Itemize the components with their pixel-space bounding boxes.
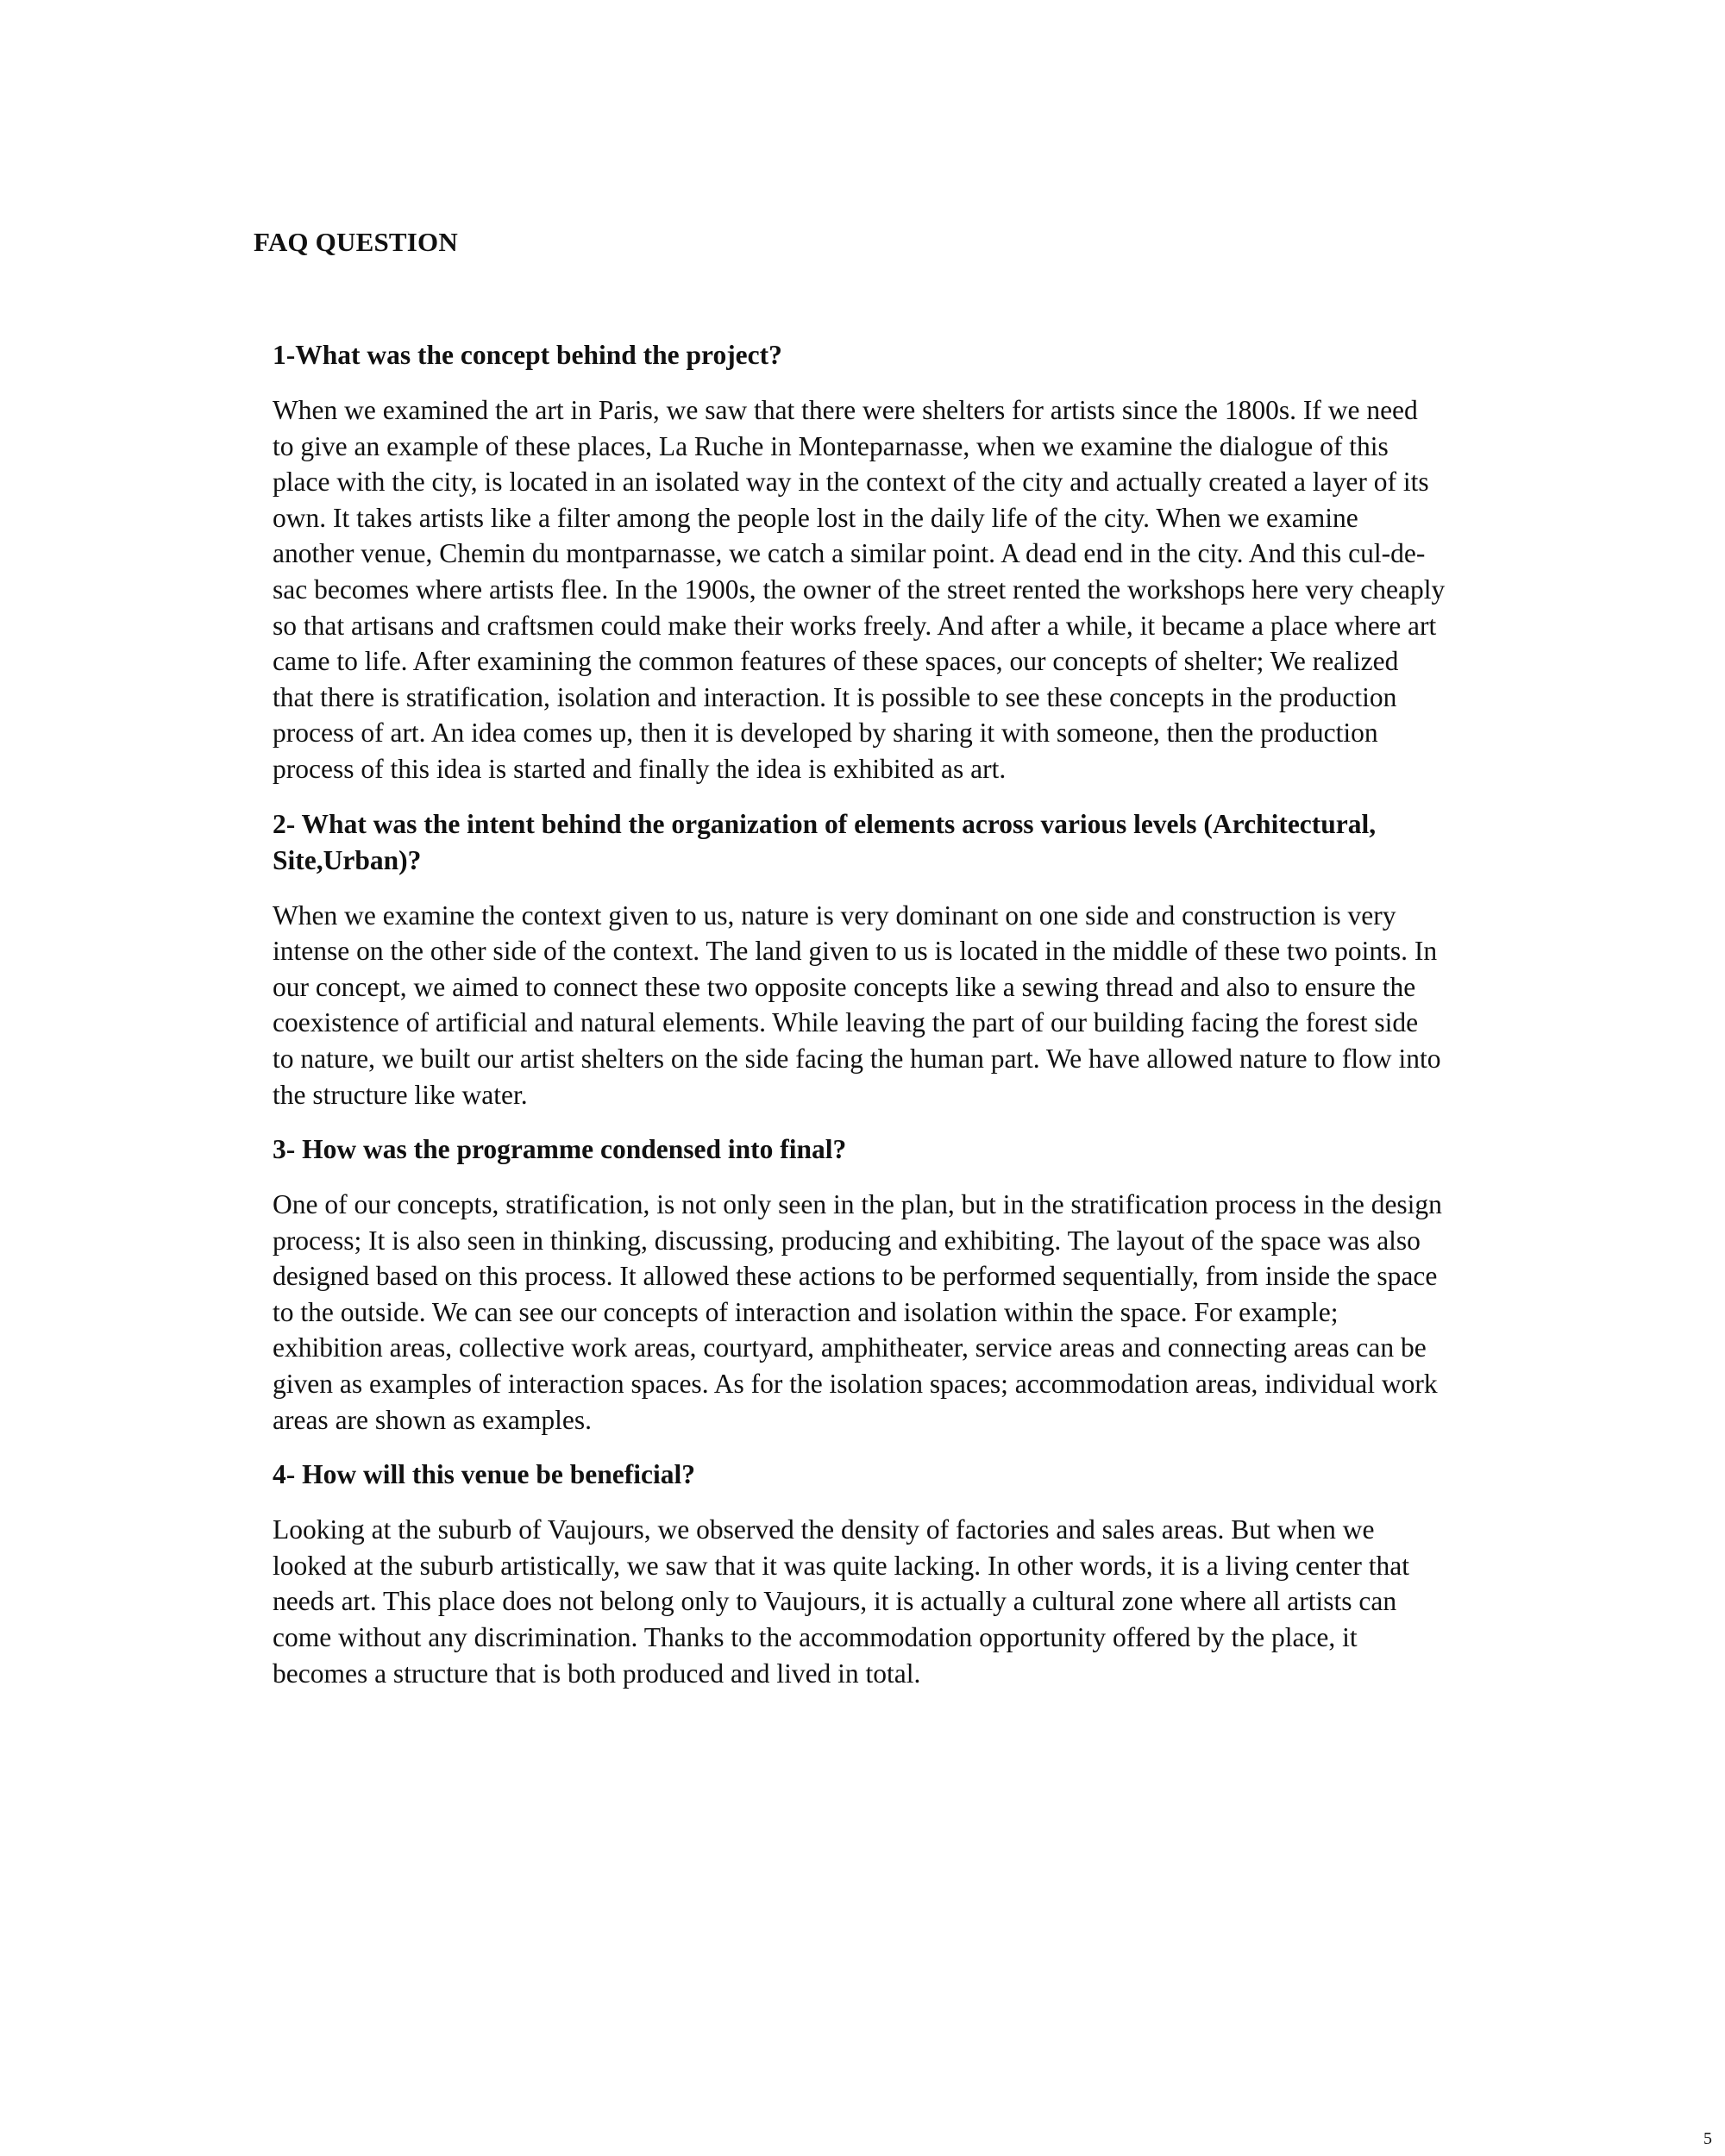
faq-answer: When we examine the context given to us, nature is very dominant on one side and construction is very intense on the other side of the context. The land given to us is located in the middle of these two points. In our concept, we aimed to connect these two opposite concepts like a sewing thread and also to ensure the coexistence of artificial and natural elements. While leaving the part of our building facing the forest side to nature, we built our artist shelters on the side facing the human part. We have allowed nature to flow into the structure like water.	[273, 899, 1441, 1110]
faq-item	[273, 806, 1446, 1113]
faq-item	[273, 337, 1446, 787]
faq-question: 3- How was the programme condensed into final?	[273, 1134, 847, 1165]
faq-question: 4- How will this venue be beneficial?	[273, 1459, 695, 1490]
faq-question: 1-What was the concept behind the project?	[273, 340, 782, 370]
faq-list	[273, 337, 1446, 1710]
faq-answer: When we examined the art in Paris, we saw that there were shelters for artists since the 1800s. If we need to give an example of these places, La Ruche in Monteparnasse, when we examine the dialogue of this place with the city, is located in an isolated way in the context of the city and actually created a layer of its own. It takes artists like a filter among the people lost in the daily life of the city. When we examine another venue, Chemin du montparnasse, we catch a similar point. A dead end in the city. And this cul-de-sac becomes where artists flee. In the 1900s, the owner of the street rented the workshops here very cheaply so that artisans and craftsmen could make their works freely. And after a while, it became a place where art came to life. After examining the common features of these spaces, our concepts of shelter; We realized that there is stratification, isolation and interaction. It is possible to see these concepts in the production process of art. An idea comes up, then it is developed by sharing it with someone, then the production process of this idea is started and finally the idea is exhibited as art.	[273, 395, 1446, 784]
page-title: FAQ QUESTION	[254, 227, 458, 257]
faq-answer: One of our concepts, stratification, is not only seen in the plan, but in the stratification process in the design process; It is also seen in thinking, discussing, producing and exhibiting. The layout of the space was also designed based on this process. It allowed these actions to be performed sequentially, from inside the space to the outside. We can see our concepts of interaction and isolation within the space. For example; exhibition areas, collective work areas, courtyard, amphitheater, service areas and connecting areas can be given as examples of interaction spaces. As for the isolation spaces; accommodation areas, individual work areas are shown as examples.	[273, 1189, 1442, 1435]
faq-question: 2- What was the intent behind the organization of elements across various levels (Architectural, Site,Urban)?	[273, 808, 1377, 875]
faq-item	[273, 1131, 1446, 1438]
faq-item	[273, 1457, 1446, 1691]
faq-answer: Looking at the suburb of Vaujours, we observed the density of factories and sales areas. But when we looked at the suburb artistically, we saw that it was quite lacking. In other words, it is a living center that needs art. This place does not belong only to Vaujours, it is actually a cultural zone where all artists can come without any discrimination. Thanks to the accommodation opportunity offered by the place, it becomes a structure that is both produced and lived in total.	[273, 1514, 1410, 1689]
page-number: 5	[1703, 2129, 1712, 2148]
